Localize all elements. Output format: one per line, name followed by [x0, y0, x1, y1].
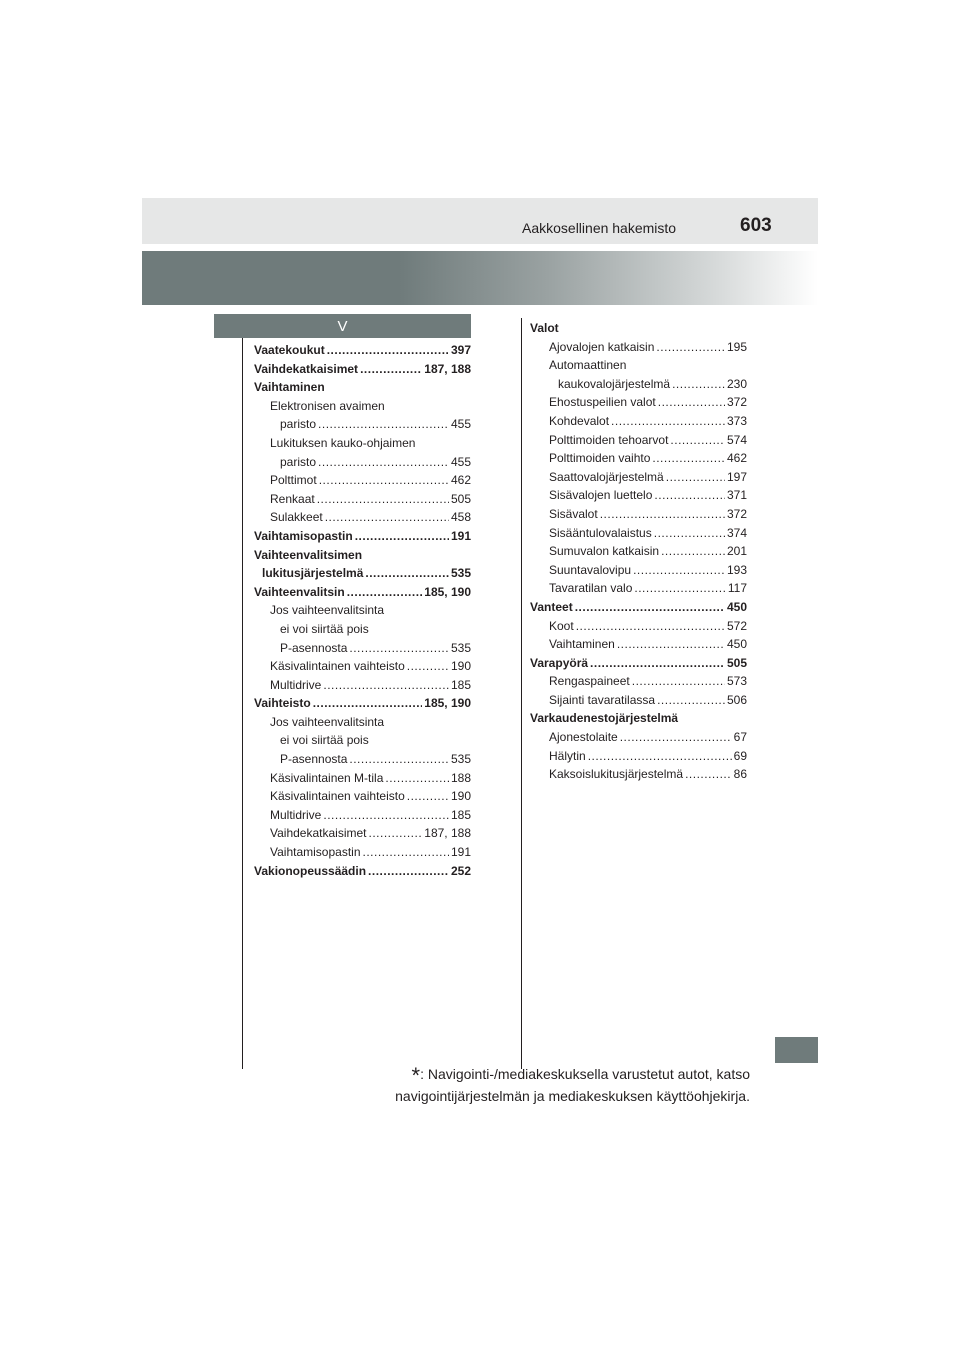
index-entry-term: Vanteet — [530, 599, 573, 614]
footnote-line-1 — [230, 1064, 750, 1086]
index-entry-term: Hälytin — [549, 748, 586, 763]
dot-leader — [590, 654, 725, 673]
index-entry-page: 535 — [450, 566, 471, 581]
index-entry-page: 185, 190 — [424, 584, 471, 599]
index-entry-term: Kaksoislukitusjärjestelmä — [549, 767, 684, 782]
dot-leader — [363, 843, 449, 862]
index-entry-page: 455 — [450, 454, 471, 469]
index-entry-term: Polttimoiden tehoarvot — [549, 432, 669, 447]
index-entry — [530, 319, 747, 338]
index-entry — [530, 672, 747, 691]
index-entry — [254, 862, 471, 881]
index-entry-term: Vaihdekatkaisimet — [254, 361, 359, 376]
header-title: Aakkosellinen hakemisto — [522, 220, 677, 236]
index-entry — [254, 843, 471, 862]
dot-leader — [327, 341, 449, 360]
index-entry-page: 252 — [450, 863, 471, 878]
dot-leader — [620, 728, 732, 747]
dot-leader — [634, 579, 725, 598]
footnote-text-1: : Navigointi-/mediakeskuksella varustetut autot, katso — [420, 1066, 750, 1082]
index-entry-term: Suuntavalovipu — [549, 562, 632, 577]
index-entry-page: 397 — [450, 343, 471, 357]
index-entry-term: ei voi siirtää pois — [280, 621, 369, 636]
index-entry-term: lukitusjärjestelmä — [262, 566, 364, 581]
index-entry — [530, 542, 747, 561]
index-entry — [530, 375, 747, 394]
index-entry-term: Vakionopeussäädin — [254, 863, 367, 878]
index-entry-term: Tavaratilan valo — [549, 581, 633, 596]
index-entry-term: P-asennosta — [280, 640, 348, 655]
index-entry-page: 185 — [450, 807, 471, 822]
index-entry-term: Ajovalojen katkaisin — [549, 339, 655, 354]
index-entry — [254, 397, 471, 416]
index-entry-page: 374 — [726, 525, 747, 540]
index-entry-page: 201 — [726, 544, 747, 559]
index-entry — [254, 378, 471, 397]
index-entry-term: Elektronisen avaimen — [270, 398, 385, 413]
index-entry — [254, 620, 471, 639]
index-entry — [254, 657, 471, 676]
header-band — [142, 198, 818, 244]
dot-leader — [349, 639, 449, 658]
dot-leader — [654, 486, 725, 505]
index-entry — [530, 524, 747, 543]
dot-leader — [365, 564, 449, 583]
dot-leader — [600, 505, 725, 524]
index-entry — [530, 579, 747, 598]
index-entry-page: 372 — [726, 506, 747, 521]
index-entry-term: Ajonestolaite — [549, 730, 618, 745]
index-entry-page: 197 — [726, 469, 747, 484]
dot-leader — [611, 412, 725, 431]
dot-leader — [349, 750, 449, 769]
dot-leader — [656, 338, 725, 357]
index-entry-page: 372 — [726, 395, 747, 410]
index-entry-term: paristo — [280, 454, 317, 469]
page-number: 603 — [740, 215, 772, 236]
dot-leader — [323, 806, 449, 825]
index-entry-term: Rengaspaineet — [549, 674, 630, 689]
index-entry-term: Vaihteisto — [254, 696, 311, 711]
index-entry — [254, 415, 471, 434]
index-entry — [254, 583, 471, 602]
dot-leader — [317, 490, 449, 509]
dot-leader — [657, 691, 725, 710]
dot-leader — [588, 747, 732, 766]
index-entry — [530, 709, 747, 728]
dot-leader — [318, 415, 449, 434]
dot-leader — [617, 635, 725, 654]
index-entry-term: Käsivalintainen vaihteisto — [270, 789, 405, 804]
index-entry-term: paristo — [280, 417, 317, 432]
index-entry-term: Kohdevalot — [549, 413, 610, 428]
index-entry-page: 574 — [726, 432, 747, 447]
index-entry — [530, 617, 747, 636]
index-entry — [254, 564, 471, 583]
index-entry-page: 185, 190 — [424, 696, 471, 711]
index-entry-page: 506 — [726, 692, 747, 707]
index-entry — [254, 824, 471, 843]
index-entry-term: Varapyörä — [530, 655, 589, 670]
index-entry-term: Jos vaihteenvalitsinta — [270, 603, 385, 618]
column-divider-left — [242, 338, 243, 1069]
index-entry-term: Polttimot — [270, 473, 317, 488]
index-entry-term: Lukituksen kauko-ohjaimen — [270, 435, 416, 450]
index-entry — [530, 468, 747, 487]
index-entry-page: 190 — [450, 789, 471, 804]
index-entry-term: Ehostuspeilien valot — [549, 395, 656, 410]
index-entry-page: 188 — [450, 770, 471, 785]
index-entry-term: Sijainti tavaratilassa — [549, 692, 656, 707]
chapter-side-tab — [775, 1037, 818, 1063]
dot-leader — [407, 787, 449, 806]
index-entry — [254, 639, 471, 658]
dot-leader — [654, 524, 725, 543]
index-entry — [530, 486, 747, 505]
index-entry-term: P-asennosta — [280, 752, 348, 767]
index-entry-page: 191 — [450, 528, 471, 543]
dot-leader — [360, 360, 422, 379]
index-entry-page: 450 — [726, 599, 747, 614]
index-entry-term: Käsivalintainen vaihteisto — [270, 659, 405, 674]
dot-leader — [407, 657, 449, 676]
index-entry-term: Saattovalojärjestelmä — [549, 469, 664, 484]
index-entry — [530, 412, 747, 431]
index-entry-page: 450 — [726, 637, 747, 652]
dot-leader — [369, 824, 423, 843]
index-entry-page: 371 — [726, 488, 747, 503]
dot-leader — [325, 508, 449, 527]
index-entry — [254, 731, 471, 750]
index-entry-page: 535 — [450, 752, 471, 767]
index-entry — [254, 360, 471, 379]
index-entry-page: 185 — [450, 677, 471, 692]
index-entry-term: Koot — [549, 618, 574, 633]
dot-leader — [666, 468, 725, 487]
index-entry-term: Multidrive — [270, 807, 322, 822]
index-entry-page: 535 — [450, 640, 471, 655]
footnote-line-2: navigointijärjestelmän ja mediakeskuksen käyttöohjekirja. — [395, 1088, 750, 1104]
index-entry-term: Automaattinen — [549, 358, 627, 373]
index-entry-page: 187, 188 — [424, 361, 471, 376]
index-entry-term: Sisävalot — [549, 506, 598, 521]
index-entry-term: Multidrive — [270, 677, 322, 692]
index-entry-term: Varkaudenestojärjestelmä — [530, 711, 679, 726]
index-entry-page: 86 — [733, 767, 747, 782]
index-entry-page: 455 — [450, 417, 471, 432]
index-column-left — [254, 341, 471, 880]
dot-leader — [575, 598, 725, 617]
dot-leader — [652, 449, 725, 468]
dot-leader — [355, 527, 449, 546]
index-entry-term: ei voi siirtää pois — [280, 733, 369, 748]
index-entry-page: 462 — [450, 473, 471, 488]
index-entry — [530, 431, 747, 450]
index-entry-page: 505 — [726, 655, 747, 670]
dot-leader — [576, 617, 725, 636]
index-entry-page: 572 — [726, 618, 747, 633]
index-entry-term: Sumuvalon katkaisin — [549, 544, 660, 559]
index-entry-term: Käsivalintainen M-tila — [270, 770, 384, 785]
index-entry-page: 193 — [726, 562, 747, 577]
dot-leader — [661, 542, 725, 561]
dot-leader — [368, 862, 449, 881]
index-entry-page: 117 — [727, 581, 747, 596]
index-entry — [530, 356, 747, 375]
index-entry — [254, 601, 471, 620]
index-entry — [254, 769, 471, 788]
index-entry — [254, 527, 471, 546]
dot-leader — [347, 583, 423, 602]
column-divider-middle — [521, 318, 522, 1069]
index-entry — [254, 713, 471, 732]
index-entry-term: Vaihtamisopastin — [254, 528, 353, 543]
dot-leader — [323, 676, 449, 695]
dot-leader — [670, 431, 725, 450]
index-entry — [530, 449, 747, 468]
index-entry-term: Vaihteenvalitsimen — [254, 547, 363, 562]
index-entry — [254, 490, 471, 509]
dot-leader — [658, 393, 725, 412]
index-entry-term: Vaihtaminen — [254, 380, 325, 395]
index-entry-term: Sisävalojen luettelo — [549, 488, 653, 503]
index-entry — [254, 508, 471, 527]
index-entry — [530, 393, 747, 412]
index-entry — [254, 434, 471, 453]
index-entry — [254, 471, 471, 490]
index-entry-page: 187, 188 — [424, 826, 471, 841]
dot-leader — [672, 375, 725, 394]
index-entry-term: Sulakkeet — [270, 510, 323, 525]
index-entry-page: 505 — [450, 491, 471, 506]
index-entry — [254, 341, 471, 360]
index-entry — [254, 546, 471, 565]
index-entry — [530, 691, 747, 710]
index-entry — [530, 561, 747, 580]
index-entry — [530, 747, 747, 766]
dot-leader — [313, 694, 423, 713]
index-entry — [530, 338, 747, 357]
index-entry-term: Jos vaihteenvalitsinta — [270, 714, 385, 729]
index-entry-term: kaukovalojärjestelmä — [558, 376, 671, 391]
index-entry-term: Sisääntulovalaistus — [549, 525, 652, 540]
dot-leader — [385, 769, 449, 788]
footnote — [230, 1064, 750, 1107]
index-entry-page: 195 — [726, 339, 747, 354]
index-entry-term: Vaihtaminen — [549, 637, 615, 652]
index-entry-term: Polttimoiden vaihto — [549, 451, 651, 466]
index-entry-page: 69 — [733, 748, 747, 763]
index-entry-page: 573 — [726, 674, 747, 689]
index-entry-page: 230 — [726, 376, 747, 391]
dot-leader — [632, 672, 725, 691]
index-entry — [530, 654, 747, 673]
index-entry — [530, 598, 747, 617]
footnote-marker: * — [411, 1063, 421, 1088]
index-entry — [254, 750, 471, 769]
section-letter-tab: V — [214, 314, 471, 338]
index-entry-page: 458 — [450, 510, 471, 525]
index-entry-page: 191 — [450, 845, 471, 860]
index-entry-term: Vaihdekatkaisimet — [270, 826, 367, 841]
index-entry-page: 67 — [733, 730, 747, 745]
index-entry-page: 462 — [726, 451, 747, 466]
index-entry — [254, 806, 471, 825]
index-entry-term: Renkaat — [270, 491, 315, 506]
index-entry-page: 373 — [726, 413, 747, 428]
index-entry — [530, 728, 747, 747]
index-entry-page: 190 — [450, 659, 471, 674]
decorative-gradient-band — [142, 251, 818, 305]
dot-leader — [633, 561, 725, 580]
index-entry — [530, 635, 747, 654]
index-entry-term: Vaatekoukut — [254, 343, 325, 357]
dot-leader — [685, 765, 732, 784]
index-entry-term: Vaihteenvalitsin — [254, 584, 345, 599]
index-entry-term: Valot — [530, 321, 559, 335]
dot-leader — [318, 453, 449, 472]
index-entry-term: Vaihtamisopastin — [270, 845, 361, 860]
index-entry — [254, 694, 471, 713]
index-entry — [254, 787, 471, 806]
index-entry — [530, 505, 747, 524]
index-entry — [530, 765, 747, 784]
index-entry — [254, 453, 471, 472]
index-column-right — [530, 319, 747, 784]
index-entry — [254, 676, 471, 695]
dot-leader — [319, 471, 449, 490]
